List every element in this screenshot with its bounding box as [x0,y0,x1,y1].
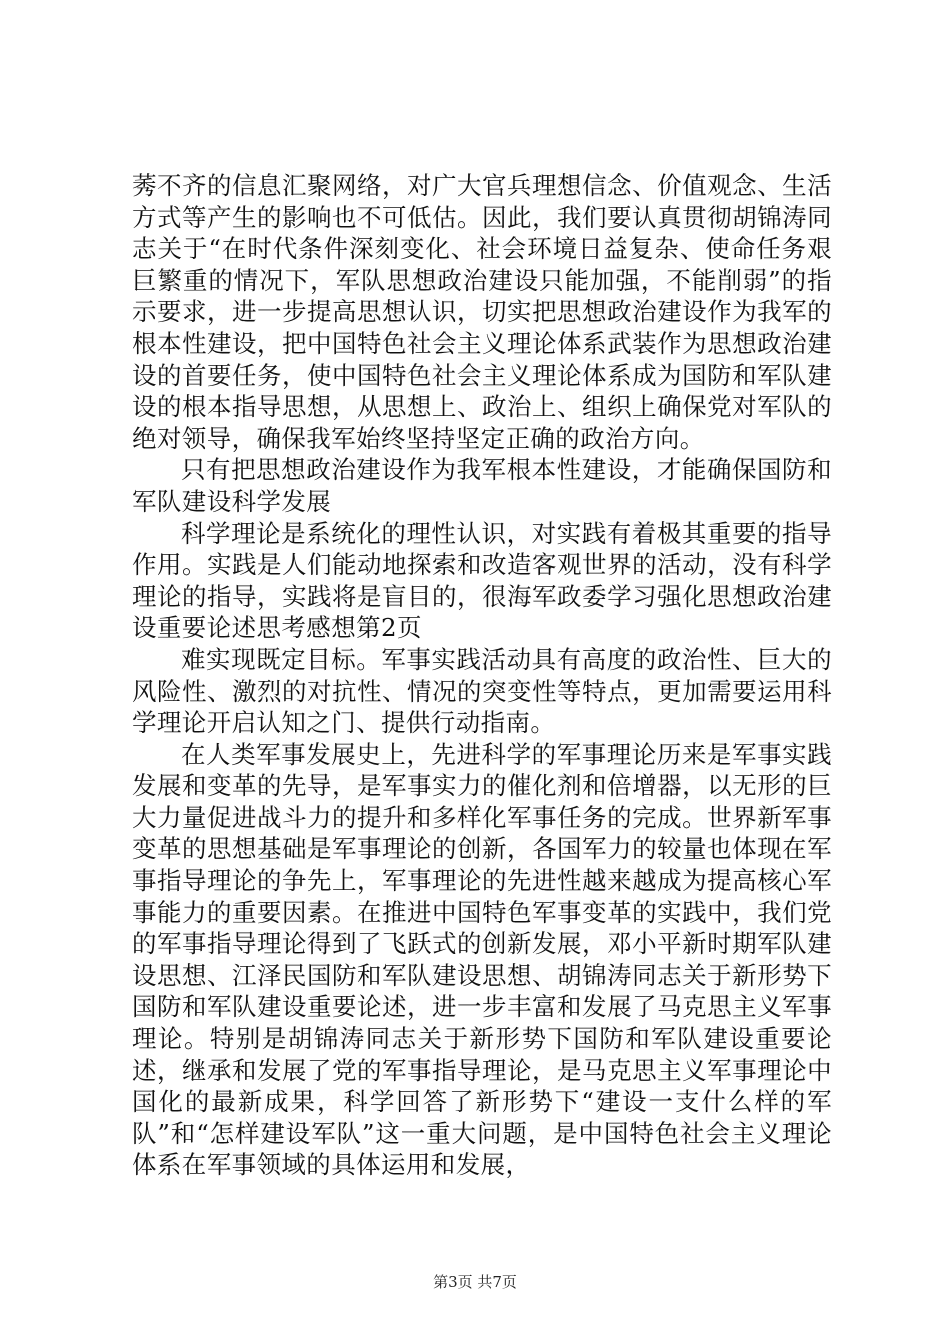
page-number-footer: 第3页 共7页 [433,1273,517,1291]
body-text [132,170,832,1181]
paragraph-5: 在人类军事发展史上，先进科学的军事理论历来是军事实践发展和变革的先导，是军事实力的催化剂和倍增器，以无形的巨大力量促进战斗力的提升和多样化军事任务的完成。世界新军事变革的思想基础是军事理论的创新，各国军力的较量也体现在军事指导理论的争先上，军事理论的先进性越来越成为提高核心军事能力的重要因素。在推进中国特色军事变革的实践中，我们党的军事指导理论得到了飞跃式的创新发展，邓小平新时期军队建设思想、江泽民国防和军队建设思想、胡锦涛同志关于新形势下国防和军队建设重要论述，进一步丰富和发展了马克思主义军事理论。特别是胡锦涛同志关于新形势下国防和军队建设重要论述，继承和发展了党的军事指导理论，是马克思主义军事理论中国化的最新成果，科学回答了新形势下“建设一支什么样的军队”和“怎样建设军队”这一重大问题，是中国特色社会主义理论体系在军事领域的具体运用和发展， [132,739,832,1180]
paragraph-4: 难实现既定目标。军事实践活动具有高度的政治性、巨大的风险性、激烈的对抗性、情况的突变性等特点，更加需要运用科学理论开启认知之门、提供行动指南。 [132,644,832,738]
paragraph-1: 莠不齐的信息汇聚网络，对广大官兵理想信念、价值观念、生活方式等产生的影响也不可低估。因此，我们要认真贯彻胡锦涛同志关于“在时代条件深刻变化、社会环境日益复杂、使命任务艰巨繁重的情况下，军队思想政治建设只能加强，不能削弱”的指示要求，进一步提高思想认识，切实把思想政治建设作为我军的根本性建设，把中国特色社会主义理论体系武装作为思想政治建设的首要任务，使中国特色社会主义理论体系成为国防和军队建设的根本指导思想，从思想上、政治上、组织上确保党对军队的绝对领导，确保我军始终坚持坚定正确的政治方向。 [132,171,832,453]
paragraph-2: 只有把思想政治建设作为我军根本性建设，才能确保国防和军队建设科学发展 [132,455,832,516]
paragraph-3: 科学理论是系统化的理性认识，对实践有着极其重要的指导作用。实践是人们能动地探索和改造客观世界的活动，没有科学理论的指导，实践将是盲目的，很海军政委学习强化思想政治建设重要论述思考感想第2页 [132,518,832,643]
